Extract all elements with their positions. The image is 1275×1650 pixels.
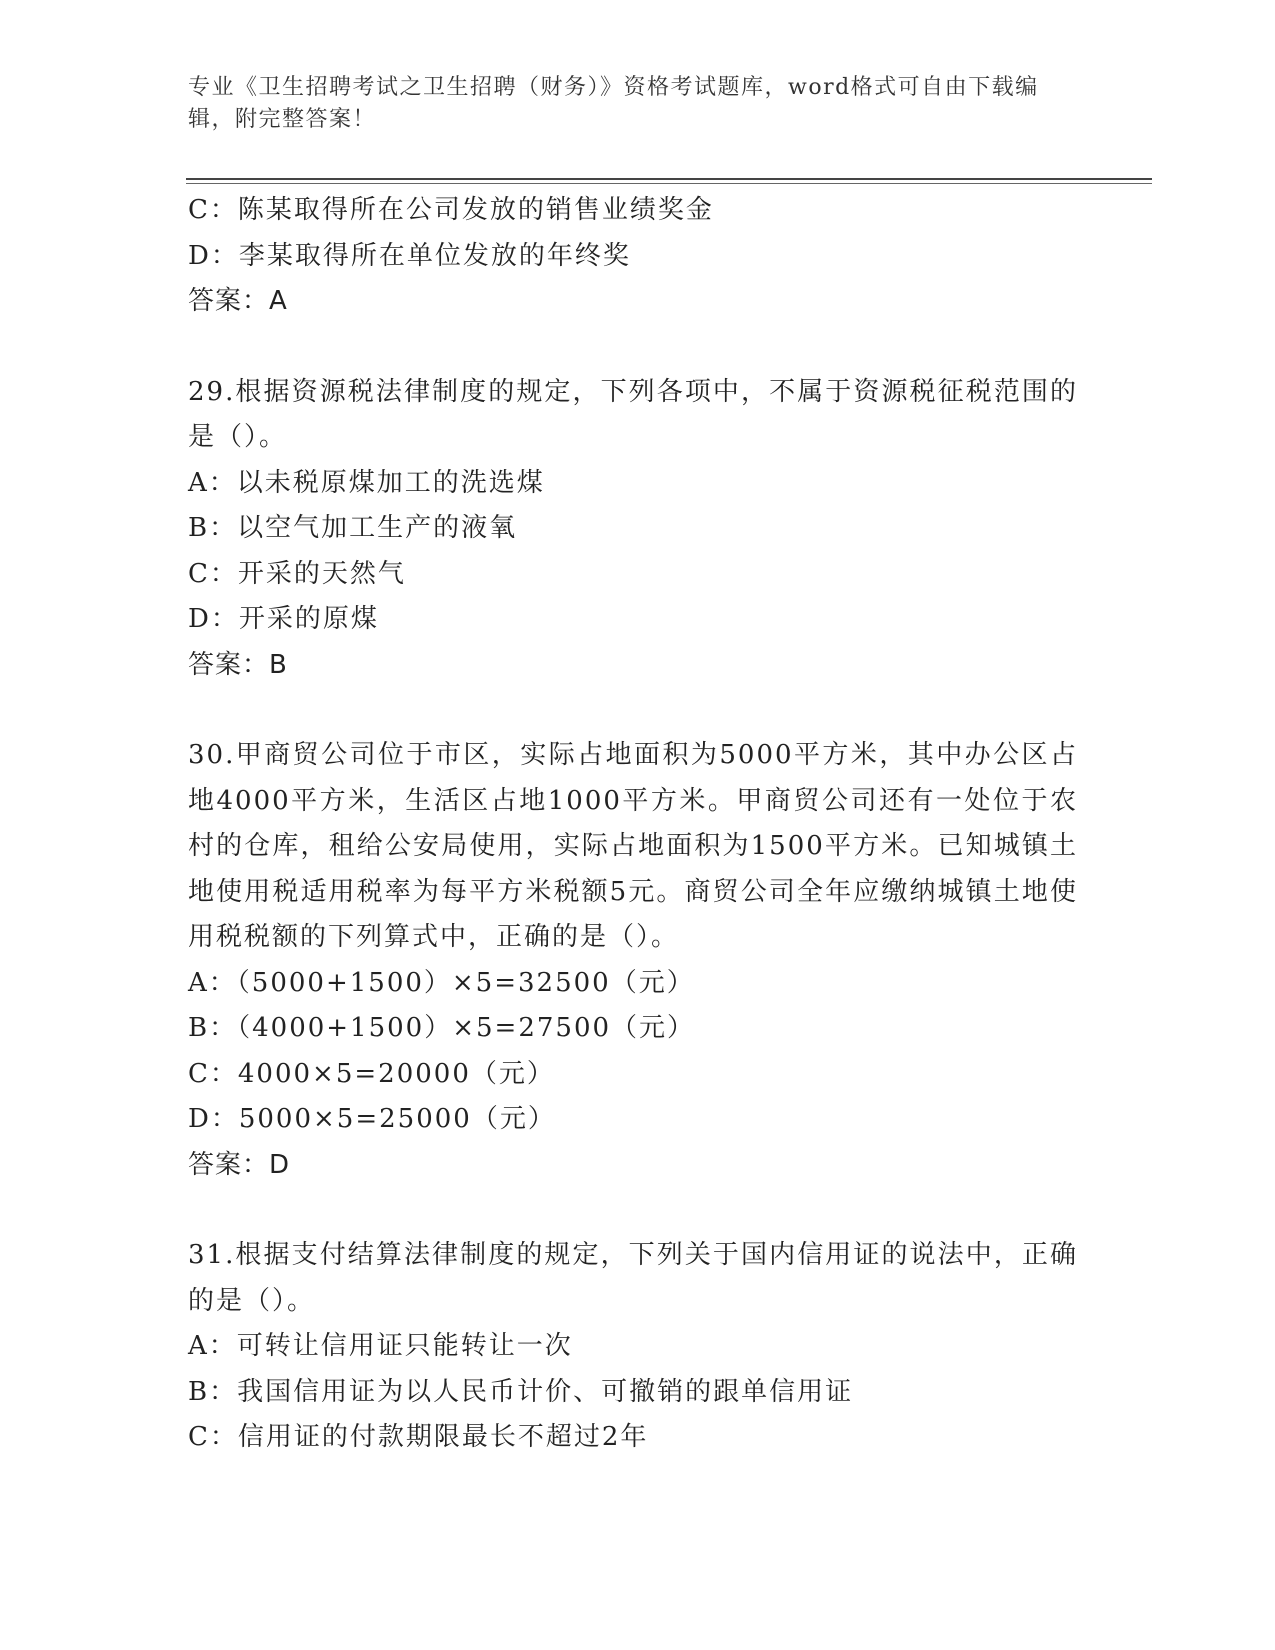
question-stem: 30.甲商贸公司位于市区，实际占地面积为5000平方米，其中办公区占地4000平方米，生活区占地1000平方米。甲商贸公司还有一处位于农村的仓库，租给公安局使用，实际占地面积为1500平方米。已知城镇土地使用税适用税率为每平方米税额5元。商贸公司全年应缴纳城镇土地使用税税额的下列算式中，正确的是（）。: [188, 740, 1078, 952]
answer-line: 答案：D: [188, 1149, 291, 1180]
question-31: [188, 1233, 1078, 1461]
option-b: B：我国信用证为以人民币计价、可撤销的跟单信用证: [188, 1376, 854, 1407]
option-d: D：开采的原煤: [188, 604, 379, 634]
option-c: C：4000×5=20000（元）: [188, 1058, 555, 1089]
option-a: A：可转让信用证只能转让一次: [188, 1331, 573, 1361]
option-b: B：（4000+1500）×5=27500（元）: [188, 1013, 696, 1043]
option-c: C：开采的天然气: [188, 558, 406, 589]
option-a: A：（5000+1500）×5=32500（元）: [188, 967, 695, 998]
header-rule-thick: [186, 178, 1152, 180]
option-d: D：李某取得所在单位发放的年终奖: [188, 240, 631, 271]
page-header: 专业《卫生招聘考试之卫生招聘（财务）》资格考试题库，word格式可自由下载编辑，附完整答案！: [188, 75, 1039, 132]
question-stem: 31.根据支付结算法律制度的规定，下列关于国内信用证的说法中，正确的是（）。: [188, 1240, 1078, 1316]
answer-line: 答案：A: [188, 286, 288, 316]
question-stem: 29.根据资源税法律制度的规定，下列各项中，不属于资源税征税范围的是（）。: [188, 376, 1078, 452]
question-29: [188, 370, 1078, 689]
option-b: B：以空气加工生产的液氧: [188, 513, 518, 543]
question-30: [188, 733, 1078, 1188]
option-a: A：以未税原煤加工的洗选煤: [188, 467, 545, 498]
option-d: D：5000×5=25000（元）: [188, 1104, 556, 1134]
header-rule-thin: [186, 183, 1152, 184]
answer-line: 答案：B: [188, 649, 288, 680]
prev-question-tail: [188, 188, 1078, 325]
option-c: C：信用证的付款期限最长不超过2年: [188, 1422, 649, 1452]
question-content: [188, 188, 1078, 1461]
option-c: C：陈某取得所在公司发放的销售业绩奖金: [188, 195, 714, 225]
